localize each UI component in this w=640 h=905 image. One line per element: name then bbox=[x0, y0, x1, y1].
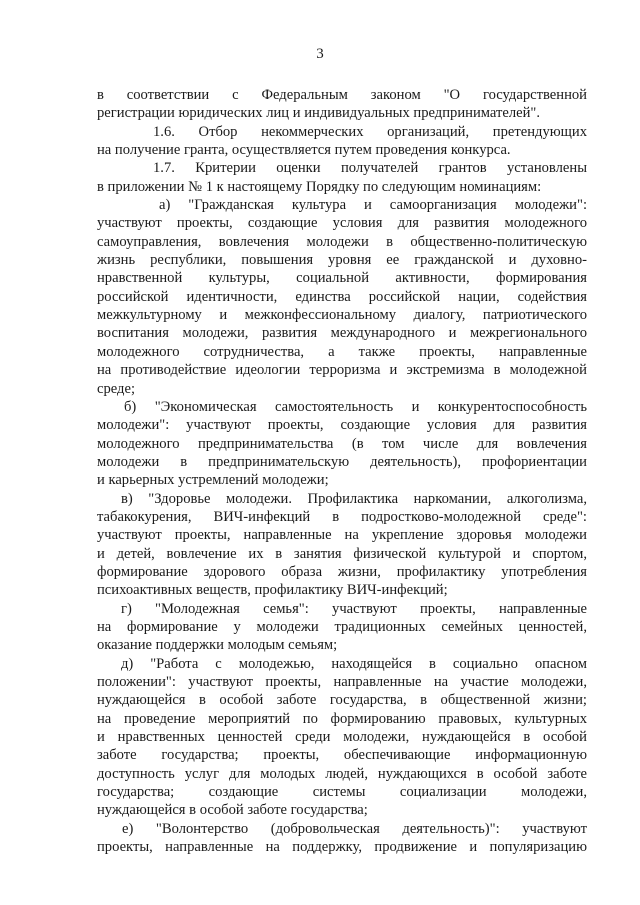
text-line: доступность услуг для молодых людей, нуждающихся в особой заботе bbox=[97, 765, 587, 782]
text-line: г) "Молодежная семья": участвуют проекты, направленные bbox=[121, 600, 587, 617]
text-line: молодежного сотрудничества, а также проекты, направленные bbox=[97, 343, 587, 360]
text-line: а) "Гражданская культура и самоорганизация молодежи": bbox=[159, 197, 587, 214]
text-line: оказание поддержки молодым семьям; bbox=[97, 637, 338, 654]
text-line: 1.7. Критерии оценки получателей грантов установлены bbox=[153, 160, 587, 177]
text-line: нуждающейся в особой заботе государства, в общественной жизни; bbox=[97, 692, 587, 709]
text-line: психоактивных веществ, профилактику ВИЧ-инфекций; bbox=[97, 582, 448, 599]
text-line: на получение гранта, осуществляется путем проведения конкурса. bbox=[97, 142, 511, 159]
text-line: нравственной культуры, социальной активности, формирования bbox=[97, 270, 587, 287]
text-line: регистрации юридических лиц и индивидуальных предпринимателей". bbox=[97, 105, 541, 122]
text-line: молодежи в предпринимательскую деятельность), профориентации bbox=[97, 453, 587, 470]
text-line: нуждающейся в особой заботе государства; bbox=[97, 802, 368, 819]
text-line: и нравственных ценностей среди молодежи, нуждающейся в особой bbox=[97, 729, 587, 746]
body-text bbox=[97, 86, 587, 856]
text-line: положении": участвуют проекты, направленные на участие молодежи, bbox=[97, 674, 587, 690]
text-line: в) "Здоровье молодежи. Профилактика наркомании, алкоголизма, bbox=[121, 490, 587, 507]
text-line: в соответствии с Федеральным законом "О государственной bbox=[97, 87, 587, 103]
text-line: жизнь республики, повышения уровня ее гражданской и духовно- bbox=[97, 252, 587, 269]
text-line: табакокурения, ВИЧ-инфекций в подростково-молодежной среде": bbox=[97, 508, 587, 525]
text-line: участвуют проекты, направленные на укрепление здоровья молодежи bbox=[97, 527, 587, 544]
page-number: 3 bbox=[316, 46, 324, 62]
text-line: б) "Экономическая самостоятельность и конкурентоспособность bbox=[124, 398, 587, 415]
text-line: межкультурному и межконфессиональному диалогу, патриотического bbox=[97, 307, 587, 324]
text-line: российской идентичности, единства российской нации, содействия bbox=[97, 288, 587, 305]
text-line: заботе государства; проекты, обеспечивающие информационную bbox=[97, 747, 587, 764]
text-line: воспитания молодежи, развития международного и межрегионального bbox=[97, 325, 587, 342]
text-line: молодежи": участвуют проекты, создающие условия для развития bbox=[97, 417, 587, 434]
text-line: д) "Работа с молодежью, находящейся в социально опасном bbox=[121, 655, 587, 672]
text-line: самоуправления, вовлечения молодежи в общественно-политическую bbox=[97, 233, 587, 250]
text-line: на формирование у молодежи традиционных семейных ценностей, bbox=[97, 618, 587, 635]
text-line: государства; создающие системы социализации молодежи, bbox=[97, 784, 587, 801]
text-line: среде; bbox=[97, 380, 136, 397]
text-line: в приложении № 1 к настоящему Порядку по следующим номинациям: bbox=[97, 178, 542, 195]
text-line: молодежного предпринимательства (в том числе для вовлечения bbox=[97, 435, 587, 452]
text-line: на противодействие идеологии терроризма и экстремизма в молодежной bbox=[97, 362, 587, 379]
text-line: участвуют проекты, создающие условия для развития молодежного bbox=[97, 215, 587, 232]
text-line: е) "Волонтерство (добровольческая деятельность)": участвуют bbox=[122, 820, 587, 837]
text-line: проекты, направленные на поддержку, продвижение и популяризацию bbox=[97, 839, 587, 856]
text-line: и детей, вовлечение их в занятия физической культурой и спортом, bbox=[97, 545, 587, 562]
text-line: формирование здорового образа жизни, профилактику употребления bbox=[97, 563, 587, 580]
text-line: и карьерных устремлений молодежи; bbox=[97, 472, 329, 489]
text-line: 1.6. Отбор некоммерческих организаций, претендующих bbox=[153, 123, 587, 140]
text-line: на проведение мероприятий по формированию правовых, культурных bbox=[97, 710, 587, 727]
